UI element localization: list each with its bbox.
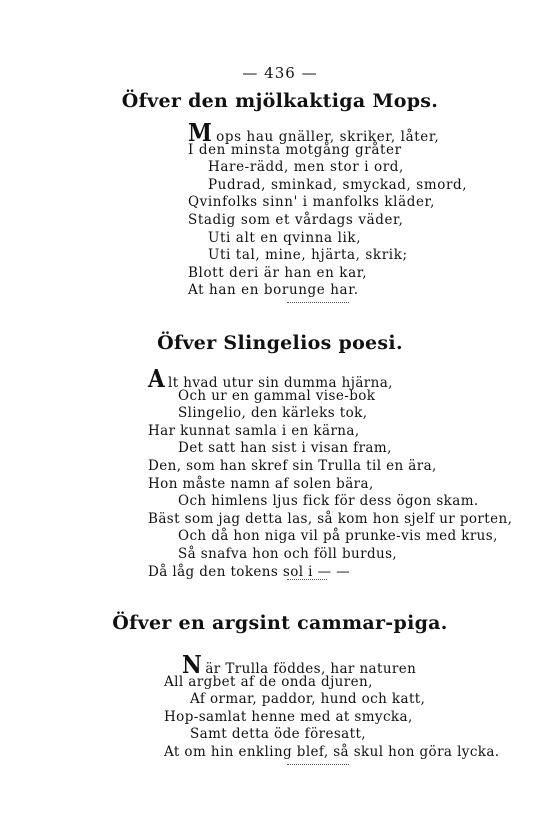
poem-line: Då låg den tokens sol i — — [148,563,351,580]
poem-line: Stadig som et vårdags väder, [188,211,404,228]
poem-title-slingelio: Öfver Slingelios poesi. [157,332,403,354]
drop-cap: A [148,364,166,393]
drop-cap: M [188,118,213,147]
poem-line: Blott deri är han en kar, [188,264,368,281]
poem-line: At om hin enkling blef, så skul hon göra lycka. [164,743,500,760]
poem-line: All argbet af de onda djuren, [164,673,373,690]
poem-line: Den, som han skref sin Trulla til en ära, [148,457,437,474]
poem-line: Bäst som jag detta las, så kom hon sjelf ur porten, [148,510,513,527]
poem-line: Alt hvad utur sin dumma hjärna, [148,364,393,393]
poem-line: Hon måste namn af solen bära, [148,475,374,492]
poem-line: Och då hon niga vil på prunke-vis med krus, [178,528,498,545]
poem-line: Så snafva hon och föll burdus, [178,545,398,562]
poem-line: Och himlens ljus fick för dess ögon skam. [178,493,479,510]
poem-line: I den minsta motgång gråter [188,141,402,158]
poem-line: Det satt han sist i visan fram, [178,440,392,457]
poem-line: Hop-samlat henne med at smycka, [164,708,413,725]
poem-line: Qvinfolks sinn' i manfolks kläder, [188,194,436,211]
page-number: — 436 — [242,64,318,82]
poem-line: Pudrad, sminkad, smyckad, smord, [208,176,468,193]
poem-line: Har kunnat samla i en kärna, [148,422,360,439]
poem-body-slingelio [148,364,513,581]
poem-title-mops: Öfver den mjölkaktiga Mops. [121,90,439,112]
poem-line: Hare-rädd, men stor i ord, [208,159,404,176]
poem-line: Af ormar, paddor, hund och katt, [190,691,426,708]
poem-line: Slingelio, den kärleks tok, [178,405,368,422]
poem-line: At han en borunge har. [188,282,359,299]
poem-line: När Trulla föddes, har naturen [182,650,417,679]
poem-title-cammar-piga: Öfver en argsint cammar-piga. [112,612,448,634]
poem-line: Uti alt en qvinna lik, [208,229,362,246]
poem-line: Uti tal, mine, hjärta, skrik; [208,247,408,264]
drop-cap: N [182,650,203,679]
poem-body-mops [188,118,468,300]
poem-line: Och ur en gammal vise-bok [178,387,376,404]
poem-line: Samt detta öde föresatt, [190,726,366,743]
poem-body-cammar-piga [164,650,500,762]
section-divider [287,764,349,765]
section-divider [287,579,327,580]
section-divider [287,302,349,303]
poem-line: Mops hau gnäller, skriker, låter, [188,118,440,147]
